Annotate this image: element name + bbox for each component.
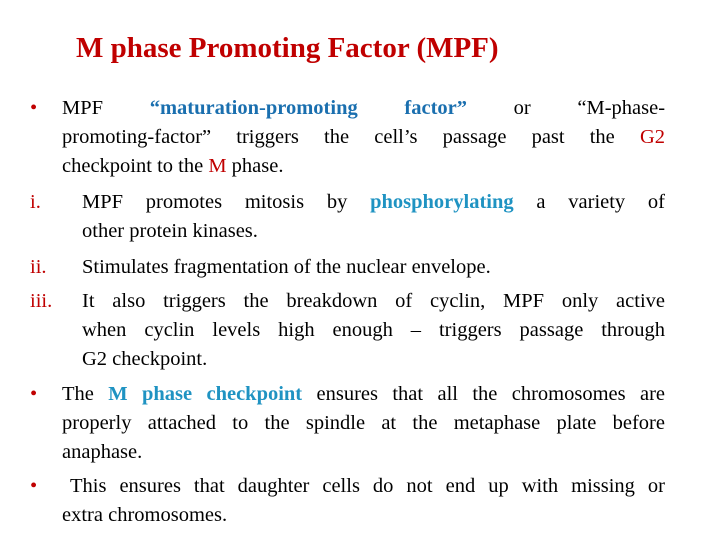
- phosphorylating-term: phosphorylating: [370, 191, 514, 213]
- daughter-cells-line-1: This ensures that daughter cells do not end up with missing or: [70, 475, 665, 497]
- bullet-marker: •: [30, 475, 38, 497]
- list-marker-iii: iii.: [30, 290, 53, 312]
- item-iii-line-1: It also triggers the breakdown of cyclin, MPF only active: [82, 290, 665, 312]
- item-i-line-2: other protein kinases.: [82, 220, 258, 242]
- mpf-definition-line-3: checkpoint to the M phase.: [62, 155, 284, 177]
- slide-title: M phase Promoting Factor (MPF): [76, 32, 499, 64]
- mpf-definition-line-2: promoting-factor” triggers the cell’s passage past the G2: [62, 126, 665, 148]
- bullet-marker: •: [30, 97, 38, 119]
- m-phase-term: “M-phase-: [577, 97, 666, 119]
- m-phase-checkpoint-term: M phase checkpoint: [108, 383, 303, 405]
- mpf-abbr: MPF: [62, 97, 104, 119]
- mpf-definition-line-1: [62, 94, 665, 122]
- list-marker-ii: ii.: [30, 256, 47, 278]
- item-ii-line-1: Stimulates fragmentation of the nuclear envelope.: [82, 256, 491, 278]
- m-label: M: [208, 155, 227, 177]
- checkpoint-line-3: anaphase.: [62, 441, 143, 463]
- maturation-promoting-term: “maturation-promoting: [149, 97, 358, 119]
- g2-label: G2: [639, 126, 665, 148]
- bullet-marker: •: [30, 383, 38, 405]
- checkpoint-line-2: properly attached to the spindle at the metaphase plate before: [62, 412, 665, 434]
- item-i-line-1: MPF promotes mitosis by phosphorylating a variety of: [82, 191, 666, 213]
- item-iii-line-2: when cyclin levels high enough – triggers passage through: [82, 319, 665, 341]
- daughter-cells-line-2: extra chromosomes.: [62, 504, 228, 526]
- checkpoint-line-1: The M phase checkpoint ensures that all the chromosomes are: [62, 383, 665, 405]
- item-iii-line-3: G2 checkpoint.: [82, 348, 208, 370]
- factor-term: factor”: [404, 97, 467, 119]
- list-marker-i: i.: [30, 191, 41, 213]
- or-word: or: [513, 97, 531, 119]
